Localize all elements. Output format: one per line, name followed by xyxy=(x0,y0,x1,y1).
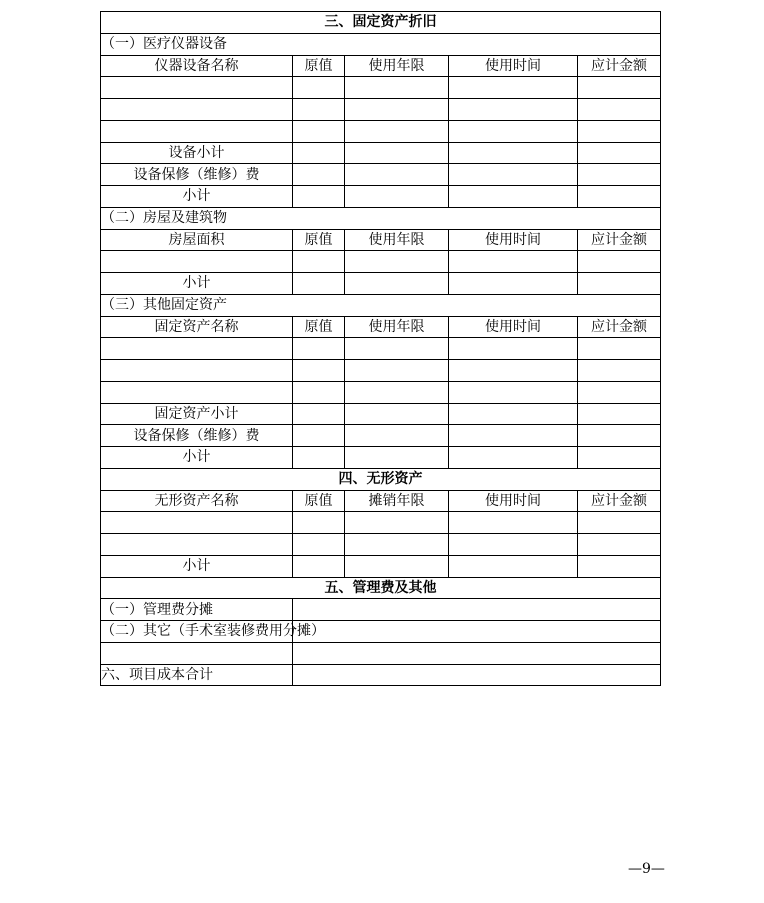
table-cell xyxy=(293,512,345,534)
table-row xyxy=(101,512,661,534)
table-cell xyxy=(293,360,345,382)
table-cell xyxy=(293,534,345,556)
table-cell xyxy=(293,621,661,643)
table-cell xyxy=(293,447,345,469)
table-cell xyxy=(578,251,661,273)
subtotal-row xyxy=(101,403,661,425)
table-cell xyxy=(293,599,661,621)
table-row xyxy=(101,77,661,99)
total-label: 小计 xyxy=(101,447,293,469)
project-cost-total-row xyxy=(101,664,661,686)
table-cell xyxy=(293,338,345,360)
maintenance-label: 设备保修（维修）费 xyxy=(101,164,293,186)
table-cell xyxy=(449,360,578,382)
cost-form-table xyxy=(100,11,661,686)
table-cell xyxy=(449,273,578,295)
table-cell xyxy=(449,381,578,403)
table-cell xyxy=(101,381,293,403)
table-cell xyxy=(449,77,578,99)
table-cell xyxy=(293,273,345,295)
table-cell xyxy=(578,447,661,469)
total-row xyxy=(101,186,661,208)
table-cell xyxy=(345,77,449,99)
maintenance-row xyxy=(101,425,661,447)
management-fee-label: （一）管理费分摊 xyxy=(101,599,293,621)
col-header-amortization-life: 摊销年限 xyxy=(345,490,449,512)
page-number: —9— xyxy=(628,861,665,877)
other-fee-label: （二）其它（手术室装修费用分摊） xyxy=(101,621,293,643)
table-cell xyxy=(345,251,449,273)
section3-1-header-row xyxy=(101,55,661,77)
section3-2-header-row xyxy=(101,229,661,251)
table-row xyxy=(101,534,661,556)
table-cell xyxy=(345,534,449,556)
table-cell xyxy=(449,534,578,556)
col-header-service-life: 使用年限 xyxy=(345,229,449,251)
table-cell xyxy=(578,338,661,360)
table-cell xyxy=(578,273,661,295)
section3-1-heading-row xyxy=(101,33,661,55)
table-cell xyxy=(293,77,345,99)
col-header-original-value: 原值 xyxy=(293,490,345,512)
table-cell xyxy=(578,534,661,556)
table-row xyxy=(101,360,661,382)
table-row xyxy=(101,120,661,142)
table-row xyxy=(101,642,661,664)
table-cell xyxy=(578,403,661,425)
table-cell xyxy=(345,164,449,186)
col-header-amount: 应计金额 xyxy=(578,316,661,338)
table-cell xyxy=(578,99,661,121)
table-cell xyxy=(345,403,449,425)
table-cell xyxy=(449,186,578,208)
table-cell xyxy=(293,403,345,425)
table-cell xyxy=(345,447,449,469)
table-cell xyxy=(345,381,449,403)
col-header-original-value: 原值 xyxy=(293,229,345,251)
col-header-amount: 应计金额 xyxy=(578,229,661,251)
table-cell xyxy=(345,142,449,164)
total-row xyxy=(101,447,661,469)
table-cell xyxy=(578,77,661,99)
col-header-name: 房屋面积 xyxy=(101,229,293,251)
table-cell xyxy=(449,99,578,121)
table-cell xyxy=(449,251,578,273)
table-cell xyxy=(578,381,661,403)
table-cell xyxy=(293,164,345,186)
table-cell xyxy=(101,99,293,121)
table-cell xyxy=(345,360,449,382)
table-cell xyxy=(449,142,578,164)
table-cell xyxy=(293,664,661,686)
subtotal-row xyxy=(101,142,661,164)
section3-2-heading: （二）房屋及建筑物 xyxy=(101,207,661,229)
total-label: 小计 xyxy=(101,186,293,208)
table-cell xyxy=(293,555,345,577)
table-cell xyxy=(101,360,293,382)
maintenance-label: 设备保修（维修）费 xyxy=(101,425,293,447)
management-fee-row xyxy=(101,599,661,621)
table-cell xyxy=(101,338,293,360)
table-cell xyxy=(449,512,578,534)
table-cell xyxy=(293,642,661,664)
table-cell xyxy=(449,447,578,469)
total-label: 小计 xyxy=(101,273,293,295)
section4-title-row xyxy=(101,468,661,490)
table-cell xyxy=(345,186,449,208)
table-row xyxy=(101,251,661,273)
col-header-usage-time: 使用时间 xyxy=(449,316,578,338)
table-cell xyxy=(449,164,578,186)
table-cell xyxy=(578,186,661,208)
subtotal-label: 设备小计 xyxy=(101,142,293,164)
table-cell xyxy=(101,77,293,99)
section5-title: 五、管理费及其他 xyxy=(101,577,661,599)
col-header-usage-time: 使用时间 xyxy=(449,229,578,251)
other-fee-row xyxy=(101,621,661,643)
table-cell xyxy=(578,142,661,164)
table-cell xyxy=(101,120,293,142)
col-header-name: 无形资产名称 xyxy=(101,490,293,512)
table-cell xyxy=(345,425,449,447)
section3-title: 三、固定资产折旧 xyxy=(101,12,661,34)
table-cell xyxy=(578,360,661,382)
table-cell xyxy=(345,120,449,142)
table-cell xyxy=(293,186,345,208)
col-header-amount: 应计金额 xyxy=(578,55,661,77)
project-cost-total-label: 六、项目成本合计 xyxy=(101,664,293,686)
col-header-usage-time: 使用时间 xyxy=(449,490,578,512)
table-cell xyxy=(293,142,345,164)
table-cell xyxy=(578,425,661,447)
col-header-service-life: 使用年限 xyxy=(345,316,449,338)
table-cell xyxy=(449,403,578,425)
table-cell xyxy=(578,120,661,142)
section3-2-heading-row xyxy=(101,207,661,229)
table-cell xyxy=(345,512,449,534)
table-cell xyxy=(449,338,578,360)
table-cell xyxy=(578,164,661,186)
col-header-amount: 应计金额 xyxy=(578,490,661,512)
section4-header-row xyxy=(101,490,661,512)
table-cell xyxy=(101,251,293,273)
table-cell xyxy=(293,251,345,273)
table-cell xyxy=(578,512,661,534)
maintenance-row xyxy=(101,164,661,186)
table-cell xyxy=(293,99,345,121)
total-row xyxy=(101,555,661,577)
table-row xyxy=(101,381,661,403)
section4-title: 四、无形资产 xyxy=(101,468,661,490)
table-row xyxy=(101,338,661,360)
table-cell xyxy=(345,555,449,577)
table-cell xyxy=(101,534,293,556)
col-header-original-value: 原值 xyxy=(293,316,345,338)
table-cell xyxy=(449,555,578,577)
section3-3-heading-row xyxy=(101,294,661,316)
col-header-name: 仪器设备名称 xyxy=(101,55,293,77)
section3-1-heading: （一）医疗仪器设备 xyxy=(101,33,661,55)
col-header-original-value: 原值 xyxy=(293,55,345,77)
table-cell xyxy=(293,381,345,403)
col-header-name: 固定资产名称 xyxy=(101,316,293,338)
table-cell xyxy=(345,273,449,295)
section3-3-heading: （三）其他固定资产 xyxy=(101,294,661,316)
section5-title-row xyxy=(101,577,661,599)
table-row xyxy=(101,99,661,121)
table-cell xyxy=(449,120,578,142)
col-header-service-life: 使用年限 xyxy=(345,55,449,77)
section3-title-row xyxy=(101,12,661,34)
section3-3-header-row xyxy=(101,316,661,338)
table-cell xyxy=(101,642,293,664)
table-cell xyxy=(101,512,293,534)
col-header-usage-time: 使用时间 xyxy=(449,55,578,77)
table-cell xyxy=(449,425,578,447)
table-cell xyxy=(345,99,449,121)
table-cell xyxy=(578,555,661,577)
table-cell xyxy=(345,338,449,360)
table-cell xyxy=(293,425,345,447)
table-cell xyxy=(293,120,345,142)
subtotal-label: 固定资产小计 xyxy=(101,403,293,425)
total-row xyxy=(101,273,661,295)
total-label: 小计 xyxy=(101,555,293,577)
